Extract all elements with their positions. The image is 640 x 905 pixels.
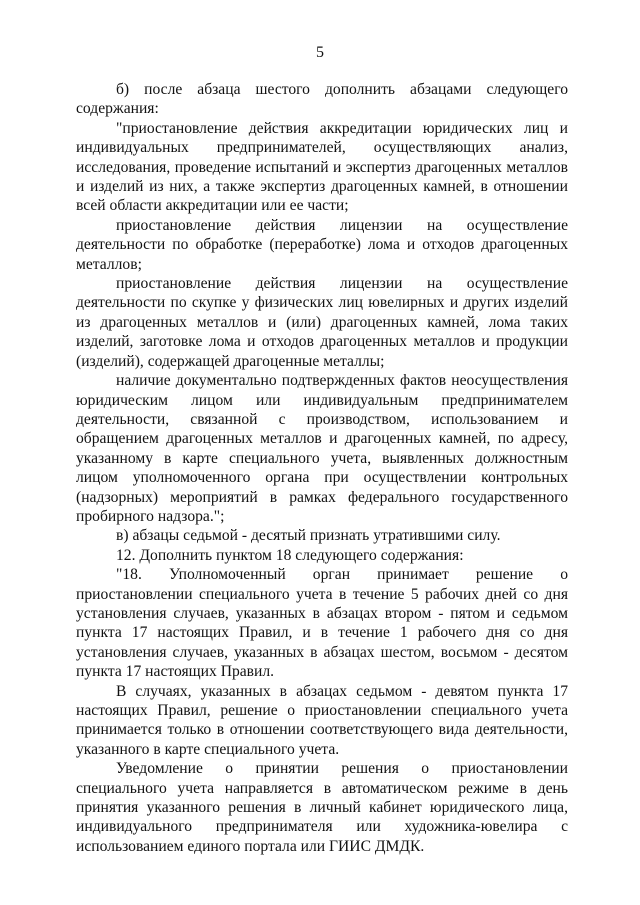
paragraph-documented-facts: наличие документально подтвержденных фактов неосуществления юридическим лицом или индивидуальным предпринимателем деятельности, связанной с производством, использованием и обращением драгоценных металлов и драгоценных камней, по адресу, указанному в карте специального учета, выявленных должностным лицом уполномоченного органа при осуществлении контрольных (надзорных) мероприятий в рамках федерального государственного пробирного надзора.";: [76, 372, 568, 525]
paragraph-accreditation-suspension: "приостановление действия аккредитации юридических лиц и индивидуальных предпринимателей, осуществляющих анализ, исследования, проведение испытаний и экспертиз драгоценных металлов и изделий из них, а также экспертиз драгоценных камней, в отношении всей области аккредитации или ее части;: [76, 119, 568, 215]
paragraph-item-12: 12. Дополнить пунктом 18 следующего содержания:: [116, 546, 464, 564]
paragraph-cases: В случаях, указанных в абзацах седьмом - девятом пункта 17 настоящих Правил, решение о приостановлении специального учета принимается только в отношении соответствующего вида деятельности, указанного в карте специального учета.: [76, 682, 568, 758]
paragraph-license-processing: приостановление действия лицензии на осуществление деятельности по обработке (переработке) лома и отходов драгоценных металлов;: [76, 216, 568, 273]
paragraph-point-18: "18. Уполномоченный орган принимает решение о приостановлении специального учета в течение 5 рабочих дней со дня установления случаев, указанных в абзацах втором - пятом и седьмом пункта 17 настоящих Правил, и в течение 1 рабочего дня со дня установления случаев, указанных в абзацах шестом, восьмом - десятом пункта 17 настоящих Правил.: [76, 566, 568, 681]
paragraph-subitem-v: в) абзацы седьмой - десятый признать утратившими силу.: [116, 527, 501, 545]
page-number: 5: [316, 44, 324, 61]
paragraph-subitem-b: б) после абзаца шестого дополнить абзацами следующего содержания:: [76, 81, 568, 118]
document-body: [76, 80, 568, 856]
paragraph-notification: Уведомление о принятии решения о приостановлении специального учета направляется в автоматическом режиме в день принятия указанного решения в личный кабинет юридического лица, индивидуального предпринимателя или художника-ювелира с использованием единого портала или ГИИС ДМДК.: [76, 760, 568, 855]
paragraph-license-purchase: приостановление действия лицензии на осуществление деятельности по скупке у физических лиц ювелирных и других изделий из драгоценных металлов и (или) драгоценных камней, лома таких изделий, заготовке лома и отходов драгоценных металлов и продукции (изделий), содержащей драгоценные металлы;: [76, 275, 568, 370]
